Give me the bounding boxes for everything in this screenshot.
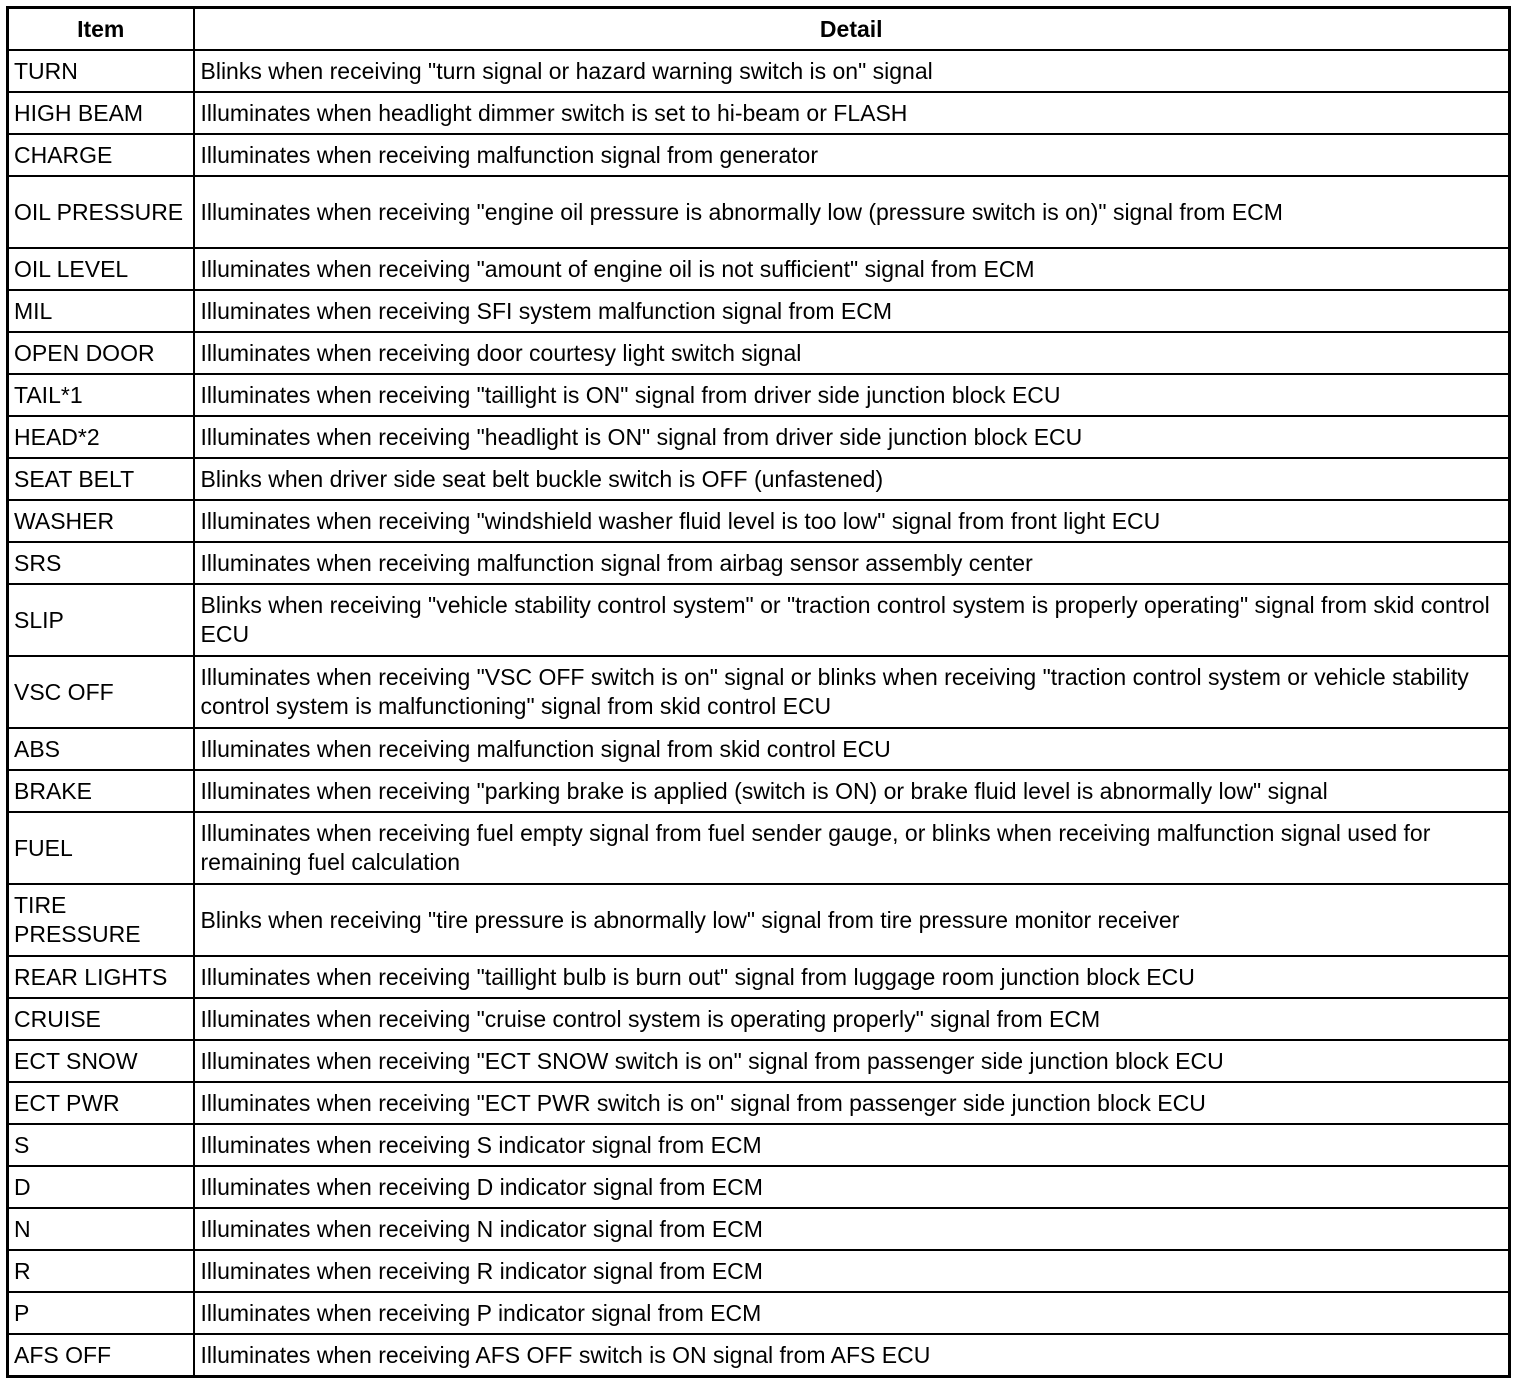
table-row — [8, 542, 1510, 584]
item-cell: SRS — [8, 542, 194, 584]
table-row — [8, 1124, 1510, 1166]
table-row — [8, 1250, 1510, 1292]
table-row — [8, 770, 1510, 812]
item-cell: FUEL — [8, 812, 194, 884]
detail-cell: Illuminates when receiving "VSC OFF switch is on" signal or blinks when receiving "traction control system or vehicle stability control system is malfunctioning" signal from skid control ECU — [194, 656, 1510, 728]
item-cell: OIL PRESSURE — [8, 176, 194, 248]
table-row — [8, 1040, 1510, 1082]
item-cell: HIGH BEAM — [8, 92, 194, 134]
detail-cell: Illuminates when receiving "taillight bulb is burn out" signal from luggage room junction block ECU — [194, 956, 1510, 998]
item-cell: SEAT BELT — [8, 458, 194, 500]
detail-cell: Illuminates when receiving S indicator signal from ECM — [194, 1124, 1510, 1166]
table-row — [8, 332, 1510, 374]
detail-cell: Illuminates when receiving door courtesy light switch signal — [194, 332, 1510, 374]
table-row — [8, 656, 1510, 728]
table-row — [8, 134, 1510, 176]
table-row — [8, 176, 1510, 248]
item-cell: CHARGE — [8, 134, 194, 176]
item-cell: BRAKE — [8, 770, 194, 812]
detail-cell: Illuminates when receiving N indicator signal from ECM — [194, 1208, 1510, 1250]
item-cell: N — [8, 1208, 194, 1250]
indicator-table-container — [6, 6, 1508, 1378]
table-row — [8, 1082, 1510, 1124]
detail-cell: Illuminates when receiving fuel empty signal from fuel sender gauge, or blinks when receiving malfunction signal used for remaining fuel calculation — [194, 812, 1510, 884]
item-cell: HEAD*2 — [8, 416, 194, 458]
detail-cell: Illuminates when receiving "cruise control system is operating properly" signal from ECM — [194, 998, 1510, 1040]
detail-cell: Illuminates when receiving "windshield washer fluid level is too low" signal from front light ECU — [194, 500, 1510, 542]
item-cell: TIRE PRESSURE — [8, 884, 194, 956]
detail-cell: Illuminates when receiving "amount of engine oil is not sufficient" signal from ECM — [194, 248, 1510, 290]
detail-cell: Illuminates when receiving SFI system malfunction signal from ECM — [194, 290, 1510, 332]
detail-cell: Illuminates when receiving malfunction signal from generator — [194, 134, 1510, 176]
detail-cell: Illuminates when receiving malfunction signal from airbag sensor assembly center — [194, 542, 1510, 584]
item-cell: ECT PWR — [8, 1082, 194, 1124]
item-cell: REAR LIGHTS — [8, 956, 194, 998]
item-cell: SLIP — [8, 584, 194, 656]
table-row — [8, 1334, 1510, 1377]
item-cell: TAIL*1 — [8, 374, 194, 416]
table-row — [8, 374, 1510, 416]
item-cell: OIL LEVEL — [8, 248, 194, 290]
detail-cell: Illuminates when receiving AFS OFF switch is ON signal from AFS ECU — [194, 1334, 1510, 1377]
table-row — [8, 1292, 1510, 1334]
item-cell: D — [8, 1166, 194, 1208]
table-row — [8, 884, 1510, 956]
item-cell: S — [8, 1124, 194, 1166]
item-cell: WASHER — [8, 500, 194, 542]
table-header-row — [8, 8, 1510, 51]
table-row — [8, 584, 1510, 656]
item-cell: AFS OFF — [8, 1334, 194, 1377]
table-row — [8, 416, 1510, 458]
table-row — [8, 956, 1510, 998]
detail-cell: Blinks when receiving "turn signal or hazard warning switch is on" signal — [194, 50, 1510, 92]
table-row — [8, 290, 1510, 332]
detail-cell: Illuminates when receiving "ECT SNOW switch is on" signal from passenger side junction block ECU — [194, 1040, 1510, 1082]
table-row — [8, 92, 1510, 134]
detail-cell: Illuminates when headlight dimmer switch is set to hi-beam or FLASH — [194, 92, 1510, 134]
table-row — [8, 1166, 1510, 1208]
table-row — [8, 728, 1510, 770]
table-row — [8, 998, 1510, 1040]
item-cell: P — [8, 1292, 194, 1334]
detail-cell: Illuminates when receiving "taillight is ON" signal from driver side junction block ECU — [194, 374, 1510, 416]
item-cell: R — [8, 1250, 194, 1292]
column-header-detail: Detail — [194, 8, 1510, 51]
detail-cell: Blinks when driver side seat belt buckle switch is OFF (unfastened) — [194, 458, 1510, 500]
detail-cell: Illuminates when receiving "ECT PWR switch is on" signal from passenger side junction block ECU — [194, 1082, 1510, 1124]
detail-cell: Illuminates when receiving malfunction signal from skid control ECU — [194, 728, 1510, 770]
item-cell: TURN — [8, 50, 194, 92]
table-row — [8, 500, 1510, 542]
item-cell: ECT SNOW — [8, 1040, 194, 1082]
detail-cell: Illuminates when receiving P indicator signal from ECM — [194, 1292, 1510, 1334]
table-row — [8, 812, 1510, 884]
table-row — [8, 50, 1510, 92]
detail-cell: Illuminates when receiving D indicator signal from ECM — [194, 1166, 1510, 1208]
item-cell: ABS — [8, 728, 194, 770]
item-cell: VSC OFF — [8, 656, 194, 728]
detail-cell: Illuminates when receiving R indicator signal from ECM — [194, 1250, 1510, 1292]
item-cell: MIL — [8, 290, 194, 332]
item-cell: OPEN DOOR — [8, 332, 194, 374]
detail-cell: Illuminates when receiving "engine oil pressure is abnormally low (pressure switch is on)" signal from ECM — [194, 176, 1510, 248]
column-header-item: Item — [8, 8, 194, 51]
detail-cell: Illuminates when receiving "headlight is ON" signal from driver side junction block ECU — [194, 416, 1510, 458]
detail-cell: Blinks when receiving "vehicle stability control system" or "traction control system is properly operating" signal from skid control ECU — [194, 584, 1510, 656]
table-row — [8, 458, 1510, 500]
indicator-table — [6, 6, 1511, 1378]
detail-cell: Blinks when receiving "tire pressure is abnormally low" signal from tire pressure monitor receiver — [194, 884, 1510, 956]
table-row — [8, 1208, 1510, 1250]
item-cell: CRUISE — [8, 998, 194, 1040]
table-row — [8, 248, 1510, 290]
detail-cell: Illuminates when receiving "parking brake is applied (switch is ON) or brake fluid level is abnormally low" signal — [194, 770, 1510, 812]
